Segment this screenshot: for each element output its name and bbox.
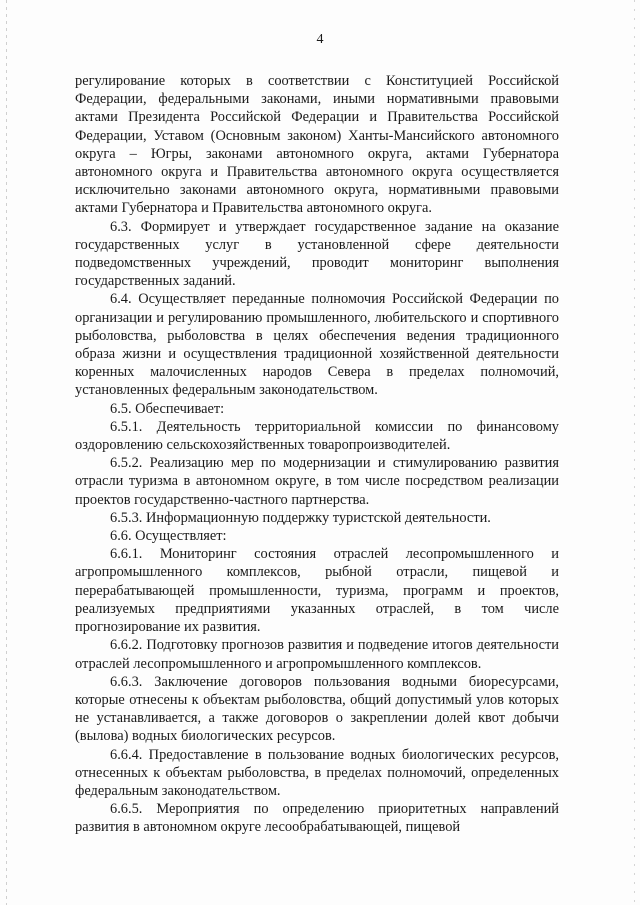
paragraph-6-6-4: 6.6.4. Предоставление в пользование водных биологических ресурсов, отнесенных к объектам рыболовства, в пределах полномочий, определенных федеральным законодательством. bbox=[75, 746, 559, 799]
paragraph-continuation: регулирование которых в соответствии с Конституцией Российской Федерации, федеральными законами, иными нормативными правовыми актами Президента Российской Федерации и Правительства Российской Федерации, Уставом (Основным законом) Ханты-Мансийского автономного округа – Югры, законами автономного округа, актами Губернатора автономного округа и Правительства автономного округа осуществляется исключительно законами автономного округа, нормативными правовыми актами Губернатора и Правительства автономного округа. bbox=[75, 73, 559, 217]
paragraph-6-6: 6.6. Осуществляет: bbox=[110, 528, 227, 545]
paragraph-6-5-2: 6.5.2. Реализацию мер по модернизации и стимулированию развития отрасли туризма в автономном округе, в том числе посредством реализации проектов государственно-частного партнерства. bbox=[75, 455, 559, 508]
paragraph-6-3: 6.3. Формирует и утверждает государственное задание на оказание государственных услуг в установленной сфере деятельности подведомственных учреждений, проводит мониторинг выполнения государственных заданий. bbox=[75, 218, 559, 290]
paragraph-6-5-3: 6.5.3. Информационную поддержку туристской деятельности. bbox=[110, 509, 491, 526]
paragraph-6-6-3: 6.6.3. Заключение договоров пользования водными биоресурсами, которые отнесены к объектам рыболовства, общий допустимый улов которых не устанавливается, а также договоров о закреплении долей квот добычи (вылова) водных биологических ресурсов. bbox=[75, 673, 559, 745]
page-number: 4 bbox=[316, 32, 324, 47]
paragraph-6-6-2: 6.6.2. Подготовку прогнозов развития и подведение итогов деятельности отраслей лесопромышленного и агропромышленного комплексов. bbox=[75, 637, 559, 672]
paragraph-6-6-5: 6.6.5. Мероприятия по определению приоритетных направлений развития в автономном округе лесообрабатывающей, пищевой bbox=[75, 801, 559, 836]
paragraph-6-6-1: 6.6.1. Мониторинг состояния отраслей лесопромышленного и агропромышленного комплексов, рыбной отрасли, пищевой и перерабатывающей промышленности, туризма, программ и проектов, реализуемых предприятиями указанных отраслей, в том числе прогнозирование их развития. bbox=[75, 546, 559, 636]
body-text bbox=[75, 72, 559, 837]
paragraph-6-5: 6.5. Обеспечивает: bbox=[110, 400, 225, 417]
paragraph-6-4: 6.4. Осуществляет переданные полномочия Российской Федерации по организации и регулированию промышленного, любительского и спортивного рыболовства, рыболовства в целях обеспечения ведения традиционного образа жизни и осуществления традиционной хозяйственной деятельности коренных малочисленных народов Севера в пределах полномочий, установленных федеральным законодательством. bbox=[75, 291, 559, 399]
paragraph-6-5-1: 6.5.1. Деятельность территориальной комиссии по финансовому оздоровлению сельскохозяйственных товаропроизводителей. bbox=[75, 418, 559, 454]
scan-edge-right bbox=[634, 0, 635, 905]
scan-edge-left bbox=[6, 0, 7, 905]
